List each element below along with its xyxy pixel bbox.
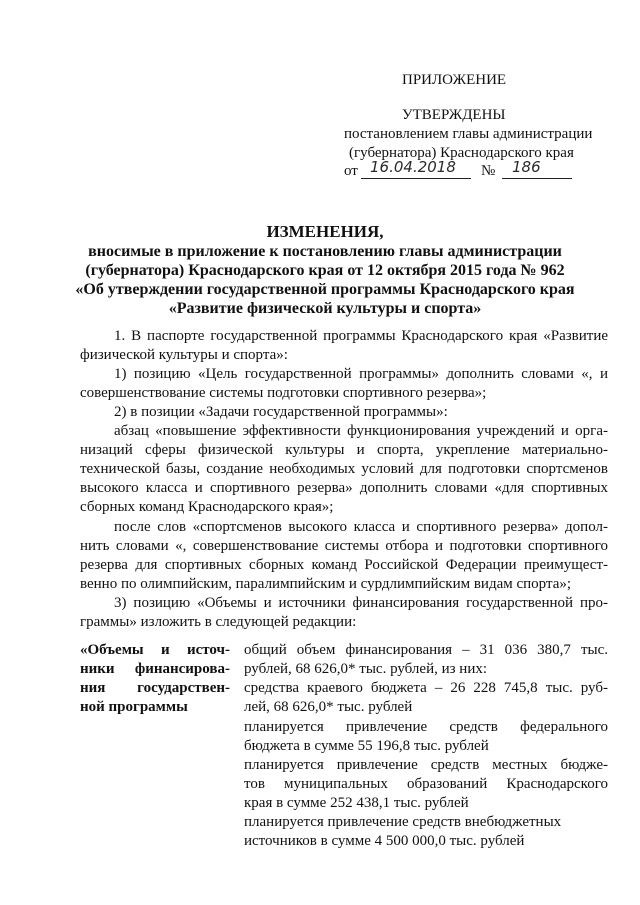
document-title: ИЗМЕНЕНИЯ,	[266, 222, 384, 241]
body-line: после слов «спортсменов высокого класса и спортивного резерва» допол-	[114, 519, 608, 535]
date-underline	[361, 178, 471, 179]
table-right-line: бюджета в сумме 55 196,8 тыс. рублей	[244, 738, 489, 754]
table-right-line: края в сумме 252 438,1 тыс. рублей	[244, 795, 469, 811]
table-right-line: источников в сумме 4 500 000,0 тыс. рублей	[244, 833, 525, 849]
body-line: нить словами «, совершенствование системы отбора и подготовки спортивного	[80, 538, 608, 554]
body-line: 2) в позиции «Задачи государственной программы»:	[114, 404, 448, 420]
body-line: абзац «повышение эффективности функционирования учреждений и орга-	[114, 423, 608, 439]
table-left-line: ния государствен-	[80, 680, 230, 696]
table-right-line: общий объем финансирования – 31 036 380,7 тыс.	[244, 642, 608, 658]
body-line: 1. В паспорте государственной программы Краснодарского края «Развитие	[114, 328, 608, 344]
table-right-line: планируется привлечение средств внебюджетных	[244, 814, 562, 830]
table-right-line: планируется привлечение средств федерального	[244, 719, 608, 735]
table-right-line: тов муниципальных образований Краснодарского	[244, 776, 608, 792]
number-underline	[502, 178, 572, 179]
approved-label: УТВЕРЖДЕНЫ	[402, 107, 506, 123]
document-subtitle-line-1: вносимые в приложение к постановлению главы администрации	[88, 243, 562, 260]
appendix-label: ПРИЛОЖЕНИЕ	[402, 72, 507, 88]
body-line: граммы» изложить в следующей редакции:	[80, 614, 357, 630]
from-label: от	[344, 163, 358, 179]
document-subtitle-line-3: «Об утверждении государственной программы Краснодарского края	[75, 281, 575, 298]
body-line: высокого класса и спортивного резерва» дополнить словами «для спортивных	[80, 480, 608, 496]
body-line: резерва для спортивных сборных команд Российской Федерации преимущест-	[80, 557, 608, 573]
body-line: низаций сферы физической культуры и спорта, укрепление материально-	[80, 442, 608, 458]
document-subtitle-line-4: «Развитие физической культуры и спорта»	[168, 300, 482, 317]
body-line: совершенствование системы подготовки спортивного резерва»;	[80, 385, 487, 401]
approval-line-1: постановлением главы администрации	[344, 126, 593, 142]
approval-line-2: (губернатора) Краснодарского края	[349, 145, 574, 161]
body-line: венно по олимпийским, паралимпийским и сурдлимпийским видам спорта»;	[80, 576, 572, 592]
table-right-line: рублей, 68 626,0* тыс. рублей, из них:	[244, 661, 488, 677]
table-left-line: ники финансирова-	[80, 661, 230, 677]
body-line: технической базы, создание необходимых условий для подготовки спортсменов	[80, 461, 608, 477]
table-right-line: планируется привлечение средств местных бюдже-	[244, 757, 608, 773]
body-line: физической культуры и спорта»:	[80, 347, 288, 363]
body-line: 1) позицию «Цель государственной программы» дополнить словами «, и	[114, 366, 608, 382]
handwritten-date: 16.04.2018	[370, 158, 456, 176]
document-subtitle-line-2: (губернатора) Краснодарского края от 12 октября 2015 года № 962	[85, 262, 565, 279]
body-line: сборных команд Краснодарского края»;	[80, 499, 334, 515]
body-line: 3) позицию «Объемы и источники финансирования государственной про-	[114, 595, 608, 611]
table-right-line: средства краевого бюджета – 26 228 745,8 тыс. руб-	[244, 680, 608, 696]
handwritten-number: 186	[512, 158, 541, 176]
table-right-line: лей, 68 626,0* тыс. рублей	[244, 699, 413, 715]
table-left-line: «Объемы и источ-	[80, 642, 230, 658]
table-left-line: ной программы	[80, 699, 188, 715]
number-label: №	[481, 163, 496, 179]
